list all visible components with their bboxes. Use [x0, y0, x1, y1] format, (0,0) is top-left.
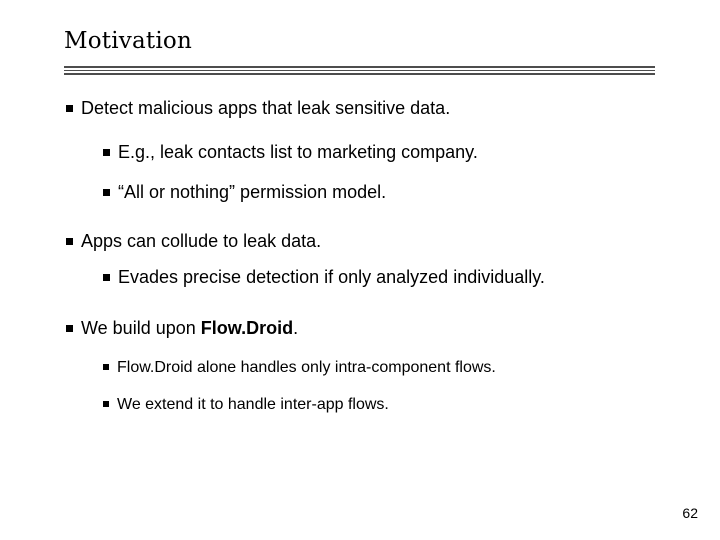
page-number: 62 — [682, 505, 698, 521]
bullet-2 — [66, 231, 321, 252]
square-bullet-icon — [66, 105, 73, 112]
slide-title: Motivation — [64, 28, 192, 54]
square-bullet-icon — [103, 189, 110, 196]
bullet-1-sub-1 — [103, 142, 478, 163]
bullet-3-sub-2-text: We extend it to handle inter-app flows. — [117, 396, 389, 413]
square-bullet-icon — [66, 238, 73, 245]
bullet-3-sub-1-text: Flow.Droid alone handles only intra-component flows. — [117, 359, 496, 376]
bullet-1-sub-2-text: “All or nothing” permission model. — [118, 182, 387, 202]
bullet-1-sub-2 — [103, 182, 386, 203]
bullet-2-sub-1-text: Evades precise detection if only analyzed individually. — [118, 267, 545, 287]
bullet-3-sub-1 — [103, 359, 496, 377]
square-bullet-icon — [103, 364, 109, 370]
bullet-3-text-bold: Flow.Droid — [200, 318, 294, 338]
bullet-1 — [66, 98, 450, 119]
title-rule-middle — [64, 70, 655, 71]
bullet-2-sub-1 — [103, 267, 545, 288]
bullet-3 — [66, 318, 298, 339]
bullet-3-text — [81, 318, 298, 339]
square-bullet-icon — [103, 401, 109, 407]
bullet-1-text: Detect malicious apps that leak sensitive data. — [81, 98, 451, 118]
bullet-2-text: Apps can collude to leak data. — [81, 231, 322, 251]
bullet-1-sub-1-text: E.g., leak contacts list to marketing company. — [118, 142, 478, 162]
square-bullet-icon — [103, 149, 110, 156]
square-bullet-icon — [103, 274, 110, 281]
square-bullet-icon — [66, 325, 73, 332]
bullet-3-text-suffix: . — [293, 318, 299, 338]
bullet-3-sub-2 — [103, 396, 389, 414]
title-rule-top — [64, 66, 655, 68]
title-rule-bottom — [64, 73, 655, 75]
bullet-3-text-prefix: We build upon — [81, 318, 201, 338]
